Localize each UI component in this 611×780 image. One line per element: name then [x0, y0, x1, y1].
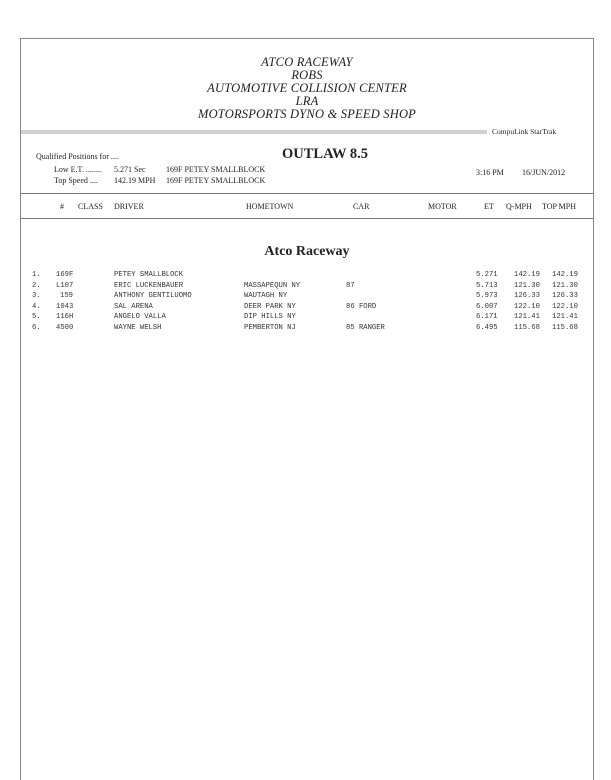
row-driver: WAYNE WELSH: [114, 323, 162, 332]
column-header-car: CAR: [353, 202, 370, 211]
row-position: 3.: [32, 292, 41, 300]
row-driver: ERIC LUCKENBAUER: [114, 281, 184, 290]
row-top-mph: 121.41: [552, 313, 578, 321]
column-header-qmph: Q-MPH: [506, 202, 532, 211]
class-title: OUTLAW 8.5: [282, 146, 368, 162]
column-header-et: ET: [484, 202, 494, 211]
row-qmph: 121.30: [514, 281, 540, 290]
row-top-mph: 115.68: [552, 323, 578, 332]
row-hometown: PEMBERTON NJ: [244, 323, 296, 332]
row-driver: ANTHONY GENTILUOMO: [114, 292, 192, 300]
results-table: [0, 270, 611, 333]
track-title: Atco Raceway: [264, 244, 350, 259]
row-top-mph: 126.33: [552, 292, 578, 300]
page-frame-top: [20, 38, 594, 39]
row-position: 6.: [32, 323, 41, 332]
header-line: MOTORSPORTS DYNO & SPEED SHOP: [197, 107, 417, 121]
header-line: ROBS: [291, 68, 323, 82]
report-date: 16/JUN/2012: [522, 168, 566, 177]
header-separator-bottom: [21, 218, 593, 219]
header-line: ATCO RACEWAY: [261, 55, 353, 69]
row-et: 6.495: [476, 323, 498, 332]
row-car-number: 116H: [56, 313, 74, 321]
column-header-num: #: [60, 202, 64, 211]
row-car-number: 1043: [56, 302, 74, 311]
sponsor-header: [20, 56, 594, 121]
system-label: CompuLink StarTrak: [492, 127, 557, 136]
low-et-row: [54, 165, 265, 174]
row-car-number: 4500: [56, 323, 74, 332]
row-qmph: 121.41: [514, 313, 540, 321]
table-row: [0, 291, 611, 302]
row-driver: SAL ARENA: [114, 302, 153, 311]
row-hometown: MASSAPEQUN NY: [244, 281, 301, 290]
header-separator-top: [21, 193, 593, 194]
column-header-motor: MOTOR: [428, 202, 457, 211]
row-qmph: 142.19: [514, 271, 540, 279]
header-line: AUTOMOTIVE COLLISION CENTER: [207, 81, 407, 95]
header-line: LRA: [295, 94, 319, 108]
row-position: 4.: [32, 302, 41, 311]
row-top-mph: 142.19: [552, 271, 578, 279]
table-row: [0, 302, 611, 313]
row-car-number: 159: [60, 292, 73, 300]
top-speed-holder: 169F PETEY SMALLBLOCK: [166, 176, 266, 185]
row-position: 2.: [32, 281, 41, 290]
row-driver: PETEY SMALLBLOCK: [114, 271, 184, 279]
row-et: 6.171: [476, 313, 498, 321]
column-header-driver: DRIVER: [114, 202, 144, 211]
report-time: 3:16 PM: [476, 168, 504, 177]
row-qmph: 122.10: [514, 302, 540, 311]
dotted-divider: [21, 130, 487, 134]
row-et: 6.007: [476, 302, 498, 311]
qualified-label: Qualified Positions for ....: [36, 152, 119, 161]
table-row: [0, 323, 611, 334]
row-car: 86 FORD: [346, 302, 377, 311]
top-speed-row: [54, 176, 265, 185]
row-car: 87: [346, 281, 355, 290]
row-hometown: DIP HILLS NY: [244, 313, 296, 321]
table-row: [0, 281, 611, 292]
low-et-label: Low E.T. ........: [54, 165, 102, 174]
low-et-value: 5.271 Sec: [114, 165, 146, 174]
row-et: 5.973: [476, 292, 498, 300]
row-position: 5.: [32, 313, 41, 321]
top-speed-value: 142.19 MPH: [114, 176, 156, 185]
row-qmph: 126.33: [514, 292, 540, 300]
row-et: 5.713: [476, 281, 498, 290]
column-header-top-mph: TOP MPH: [542, 202, 577, 211]
row-driver: ANGELO VALLA: [114, 313, 166, 321]
column-header-hometown: HOMETOWN: [246, 202, 294, 211]
row-position: 1.: [32, 271, 41, 279]
row-hometown: DEER PARK NY: [244, 302, 296, 311]
row-top-mph: 121.30: [552, 281, 578, 290]
row-car-number: L107: [56, 281, 74, 290]
row-top-mph: 122.10: [552, 302, 578, 311]
row-hometown: WAUTAGH NY: [244, 292, 288, 300]
row-qmph: 115.68: [514, 323, 540, 332]
low-et-holder: 169F PETEY SMALLBLOCK: [166, 165, 266, 174]
row-et: 5.271: [476, 271, 498, 279]
table-row: [0, 270, 611, 281]
column-header-class: CLASS: [78, 202, 103, 211]
page-frame-right: [593, 38, 594, 780]
table-row: [0, 312, 611, 323]
page-frame-left: [20, 38, 21, 780]
row-car-number: 169F: [56, 271, 74, 279]
top-speed-label: Top Speed ....: [54, 176, 98, 185]
row-car: 85 RANGER: [346, 323, 385, 332]
